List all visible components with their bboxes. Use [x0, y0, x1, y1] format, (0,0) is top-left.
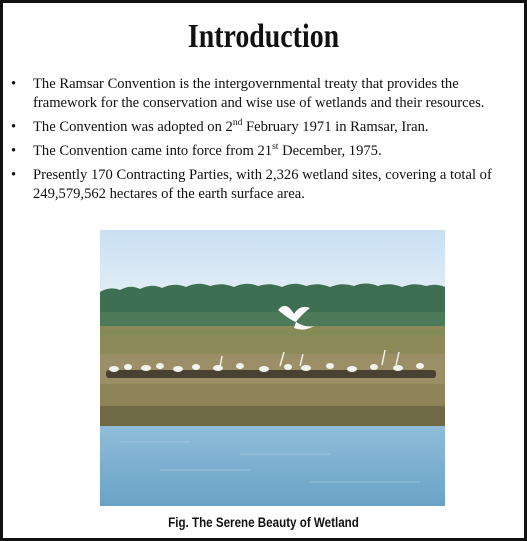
ordinal-suffix: nd	[232, 118, 243, 129]
bullet-text: Presently 170 Contracting Parties, with 2,326 wetland sites, covering a total of 249,579,562 hectares of the earth surface area.	[33, 167, 492, 202]
water	[100, 426, 445, 506]
wetland-photo	[100, 230, 445, 506]
bullet-text-after: December, 1975.	[278, 143, 382, 159]
bullet-item	[11, 166, 516, 204]
bullet-item	[11, 75, 516, 113]
bird-colony	[100, 354, 445, 384]
slide-title: Introduction	[187, 18, 340, 55]
bullet-dot: •	[11, 167, 17, 183]
bullet-text-before: The Convention came into force from 21	[33, 143, 273, 159]
bullet-text-after: February 1971 in Ramsar, Iran.	[242, 119, 429, 135]
bullet-dot: •	[11, 143, 17, 159]
bullet-list	[11, 75, 516, 209]
bullet-dot: •	[11, 119, 17, 135]
ordinal-suffix: st	[272, 142, 279, 153]
bullet-item	[11, 142, 516, 161]
wetland-illustration	[100, 230, 445, 506]
bullet-dot: •	[11, 76, 17, 92]
figure-caption: Fig. The Serene Beauty of Wetland	[168, 515, 359, 530]
bullet-item	[11, 118, 516, 137]
bullet-text: The Ramsar Convention is the intergovernmental treaty that provides the framework for the conservation and wise use of wetlands and their resources.	[33, 76, 485, 111]
bullet-text-before: The Convention was adopted on 2	[33, 119, 233, 135]
